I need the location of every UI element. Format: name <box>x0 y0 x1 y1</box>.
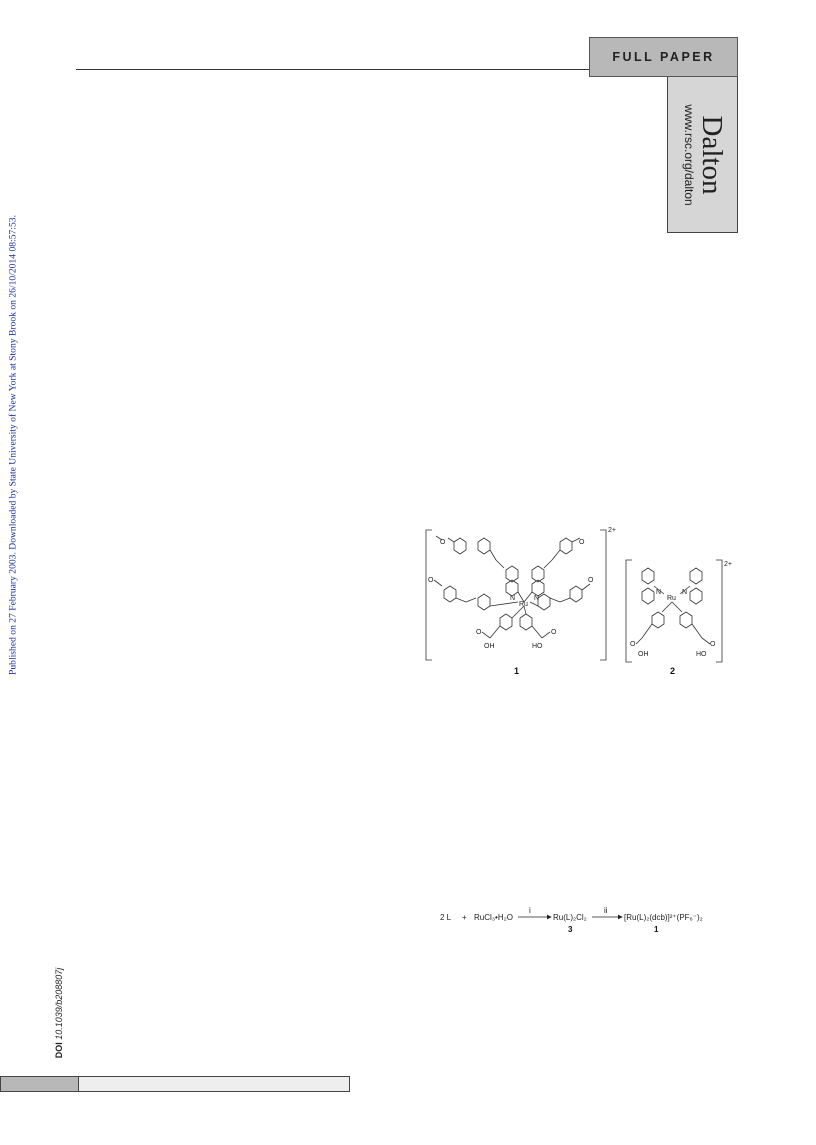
n-atom-2a: N <box>656 589 662 596</box>
step-i: i <box>529 906 531 915</box>
oh-group-1: OH <box>484 643 495 650</box>
doi-value[interactable]: 10.1039/b208807j <box>54 967 64 1040</box>
compound-2-label: 2 <box>670 666 676 676</box>
charge-2: 2+ <box>724 561 732 568</box>
ru-atom-2: Ru <box>667 595 676 602</box>
bracket-left-1 <box>426 530 432 660</box>
intermediate-label: 3 <box>568 925 573 934</box>
ho-group-1: HO <box>532 643 543 650</box>
step-ii: ii <box>604 906 608 915</box>
journal-name: Dalton <box>696 115 728 195</box>
ho-group-2: HO <box>696 651 707 658</box>
reactant: 2 L <box>440 913 452 922</box>
section-label: FULL PAPER <box>612 50 715 64</box>
synthesis-scheme <box>438 904 738 944</box>
structure-figure <box>420 520 740 680</box>
o-atom-1a: O <box>440 539 446 546</box>
reagent: RuCl₃•H₂O <box>474 913 513 922</box>
n-atom-1a: N <box>510 595 516 602</box>
bracket-right-1 <box>600 530 606 660</box>
ru-atom-1: Ru <box>519 601 528 608</box>
product: [Ru(L)₂(dcb)]²⁺(PF₆⁻)₂ <box>624 913 703 922</box>
product-label: 1 <box>654 925 659 934</box>
journal-masthead <box>681 104 727 205</box>
o-atom-1e: O <box>476 629 482 636</box>
o-atom-1b: O <box>428 577 434 584</box>
doi-label: DOI <box>54 1042 64 1059</box>
doi-line <box>54 968 64 1059</box>
section-label-box <box>589 37 738 77</box>
o-atom-1d: O <box>588 577 594 584</box>
complex-2-skeleton <box>636 568 710 644</box>
footer-bar-light <box>79 1077 349 1091</box>
o-atom-1c: O <box>579 539 585 546</box>
journal-url[interactable]: www.rsc.org/dalton <box>682 104 696 206</box>
oh-group-2: OH <box>638 651 649 658</box>
plus-sign: + <box>462 913 467 922</box>
publication-note[interactable]: Published on 27 February 2003. Downloaded by State University of New York at Stony Brook on 26/10/2014 08:57:53. <box>7 215 19 675</box>
intermediate: Ru(L)₂Cl₂ <box>553 913 587 922</box>
footer-bar-grey <box>1 1077 79 1091</box>
o-atom-2a: O <box>630 641 636 648</box>
o-atom-2b: O <box>710 641 716 648</box>
n-atom-1b: N <box>534 595 540 602</box>
charge-1: 2+ <box>608 527 616 534</box>
n-atom-2b: N <box>682 589 688 596</box>
journal-box <box>667 77 738 233</box>
o-atom-1f: O <box>551 629 557 636</box>
bracket-right-2 <box>716 560 722 662</box>
complex-1-skeleton <box>434 536 590 638</box>
compound-1-label: 1 <box>514 666 520 676</box>
header-rule <box>76 69 590 70</box>
footer-bar <box>0 1076 350 1092</box>
